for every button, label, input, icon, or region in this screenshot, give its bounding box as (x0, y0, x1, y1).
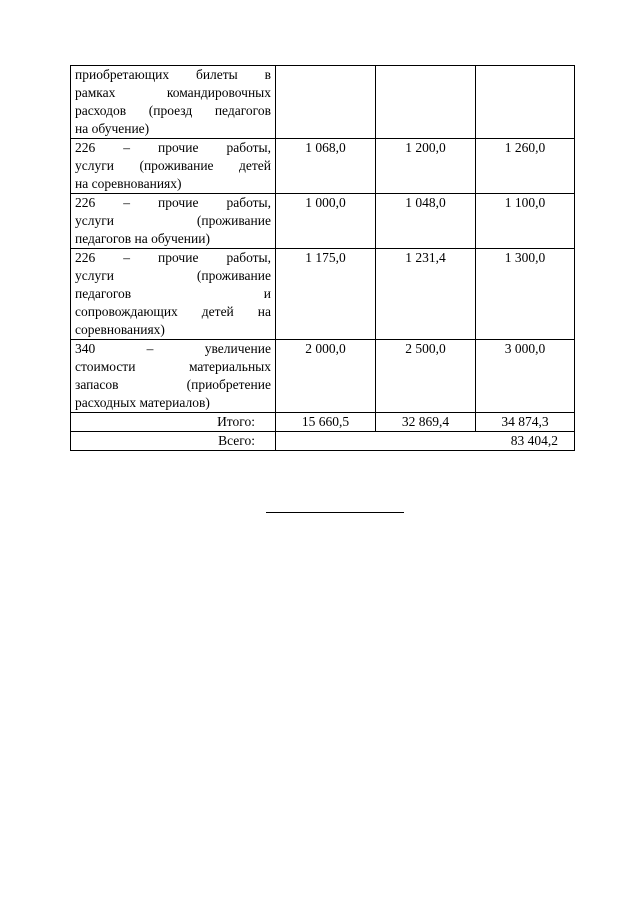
budget-table-body (71, 66, 575, 451)
description-line: расходов (проезд педагогов (75, 103, 271, 118)
amount-year-2: 1 200,0 (376, 139, 476, 194)
amount-year-3: 1 100,0 (476, 194, 575, 249)
description-line: запасов (приобретение (75, 377, 271, 392)
document-end-rule (266, 512, 404, 513)
totals-label: Итого: (71, 413, 276, 432)
amount-year-3: 1 300,0 (476, 249, 575, 340)
amount-year-1: 1 000,0 (276, 194, 376, 249)
description-line: педагогов на обучении) (75, 231, 210, 246)
expense-description (71, 340, 276, 413)
grand-total-value: 83 404,2 (276, 432, 575, 451)
description-line: 226 – прочие работы, (75, 195, 271, 210)
total-year-2: 32 869,4 (376, 413, 476, 432)
totals-row (71, 413, 575, 432)
description-line: приобретающих билеты в (75, 67, 271, 82)
description-line: соревнованиях) (75, 322, 165, 337)
grand-total-row (71, 432, 575, 451)
description-line: рамках командировочных (75, 85, 271, 100)
expense-description (71, 139, 276, 194)
description-line: услуги (проживание (75, 268, 271, 283)
description-line: 340 – увеличение (75, 341, 271, 356)
description-line: 226 – прочие работы, (75, 140, 271, 155)
amount-year-3: 3 000,0 (476, 340, 575, 413)
total-year-1: 15 660,5 (276, 413, 376, 432)
amount-year-3 (476, 66, 575, 139)
description-line: услуги (проживание (75, 213, 271, 228)
amount-year-1: 1 175,0 (276, 249, 376, 340)
amount-year-2 (376, 66, 476, 139)
amount-year-3: 1 260,0 (476, 139, 575, 194)
grand-total-label: Всего: (71, 432, 276, 451)
expense-description (71, 66, 276, 139)
amount-year-1 (276, 66, 376, 139)
table-row (71, 139, 575, 194)
description-line: стоимости материальных (75, 359, 271, 374)
amount-year-2: 1 048,0 (376, 194, 476, 249)
total-year-3: 34 874,3 (476, 413, 575, 432)
table-row (71, 66, 575, 139)
description-line: 226 – прочие работы, (75, 250, 271, 265)
description-line: услуги (проживание детей (75, 158, 271, 173)
table-row (71, 249, 575, 340)
description-line: на обучение) (75, 121, 150, 136)
description-line: расходных материалов) (75, 395, 210, 410)
table-row (71, 194, 575, 249)
expense-description (71, 249, 276, 340)
table-row (71, 340, 575, 413)
budget-table (70, 65, 575, 451)
description-line: педагогов и (75, 286, 271, 301)
description-line: на соревнованиях) (75, 176, 182, 191)
amount-year-2: 1 231,4 (376, 249, 476, 340)
amount-year-1: 1 068,0 (276, 139, 376, 194)
expense-description (71, 194, 276, 249)
amount-year-2: 2 500,0 (376, 340, 476, 413)
description-line: сопровождающих детей на (75, 304, 271, 319)
amount-year-1: 2 000,0 (276, 340, 376, 413)
